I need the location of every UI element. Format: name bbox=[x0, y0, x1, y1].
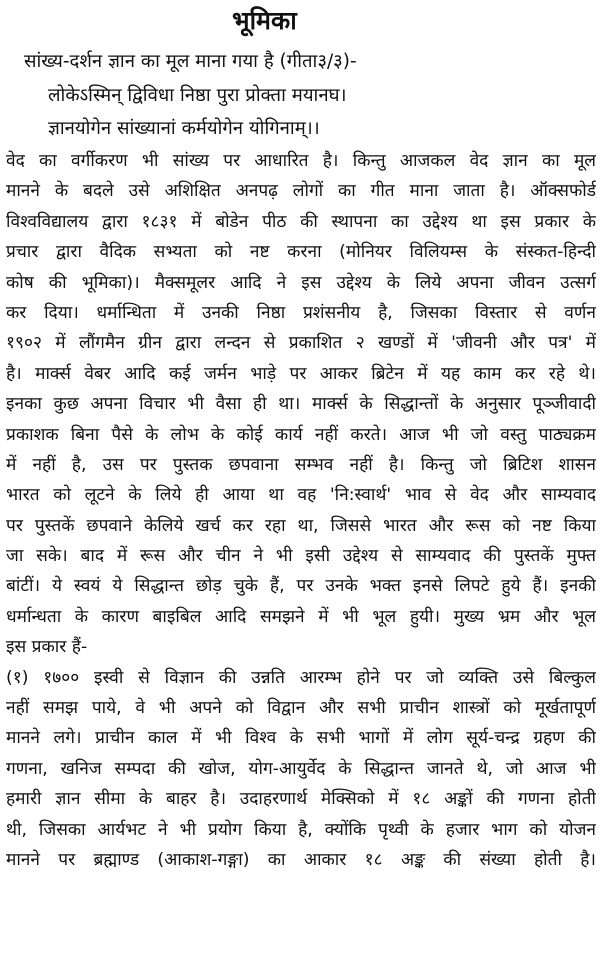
text-line: हमारी ज्ञान सीमा के बाहर है। उदाहरणार्थ मेक्सिको में १८ अङ्कों की गणना होती bbox=[6, 789, 596, 810]
text-line: प्रचार द्वारा वैदिक सभ्यता को नष्ट करना (मोनियर विलियम्स के संस्कत-हिन्दी bbox=[6, 242, 596, 263]
verse-line-1: लोकेऽस्मिन् द्विविधा निष्ठा पुरा प्रोक्ता मयानघ। bbox=[48, 85, 347, 106]
verse-line-2: ज्ञानयोगेन सांख्यानां कर्मयोगेन योगिनाम्।। bbox=[48, 118, 320, 139]
text-line: धर्मान्धता के कारण बाइबिल आदि समझने में भी भूल हुयी। मुख्य भ्रम और भूल bbox=[6, 606, 596, 627]
intro-line: सांख्य-दर्शन ज्ञान का मूल माना गया है (गीता३/३)- bbox=[24, 51, 357, 72]
text-line: विश्वविद्यालय द्वारा १८३१ में बोडेन पीठ की स्थापना का उद्देश्य था इस प्रकार के bbox=[6, 211, 596, 232]
text-line: है। मार्क्स वेबर आदि कई जर्मन भाड़े पर आकर ब्रिटेन में यह काम कर रहे थे। bbox=[6, 363, 596, 384]
text-line: में नहीं है, उस पर पुस्तक छपवाना सम्भव नहीं है। किन्तु जो ब्रिटिश शासन bbox=[6, 454, 596, 475]
body-text bbox=[6, 146, 596, 875]
text-line: वेद का वर्गीकरण भी सांख्य पर आधारित है। किन्तु आजकल वेद ज्ञान का मूल bbox=[6, 151, 596, 171]
text-line: मानने लगे। प्राचीन काल में भी विश्व के सभी भागों में लोग सूर्य-चन्द्र ग्रहण की bbox=[6, 728, 596, 749]
text-line: इस प्रकार हैं- bbox=[6, 637, 88, 658]
text-line: १९०२ में लौंगमैन ग्रीन द्वारा लन्दन से प्रकाशित २ खण्डों में 'जीवनी और पत्र' में bbox=[6, 333, 596, 354]
text-line: थी, जिसका आर्यभट ने भी प्रयोग किया है, क्योंकि पृथ्वी के हजार भाग को योजन bbox=[6, 819, 596, 840]
text-line: इनका कुछ अपना विचार भी वैसा ही था। मार्क्स के सिद्धान्तों के अनुसार पूञ्जीवादी bbox=[6, 394, 596, 415]
text-line: पर पुस्तकें छपवाने केलिये खर्च कर रहा था, जिससे भारत और रूस को नष्ट किया bbox=[6, 515, 596, 536]
text-line: मानने के बदले उसे अशिक्षित अनपढ़ लोगों का गीत माना जाता है। ऑक्सफोर्ड bbox=[6, 181, 596, 202]
text-line: कोष की भूमिका)। मैक्समूलर आदि ने इस उद्देश्य के लिये अपना जीवन उत्सर्ग bbox=[6, 272, 596, 293]
text-line: प्रकाशक बिना पैसे के लोभ के कोई कार्य नहीं करते। आज भी जो वस्तु पाठ्यक्रम bbox=[6, 424, 596, 445]
text-line: नहीं समझ पाये, वे भी अपने को विद्वान और सभी प्राचीन शास्त्रों को मूर्खतापूर्ण bbox=[6, 698, 596, 719]
text-line: भारत को लूटने के लिये ही आया था वह 'नि:स्वार्थ' भाव से वेद और साम्यवाद bbox=[6, 485, 596, 506]
text-line: मानने पर ब्रह्माण्ड (आकाश-गङ्गा) का आकार १८ अङ्क की संख्या होती है। bbox=[6, 849, 596, 870]
text-line: कर दिया। धर्मान्धिता में उनकी निष्ठा प्रशंसनीय है, जिसका विस्तार से वर्णन bbox=[6, 302, 596, 323]
text-line: गणना, खनिज सम्पदा की खोज, योग-आयुर्वेद के सिद्धान्त जानते थे, जो आज भी bbox=[6, 758, 596, 779]
text-line: (१) १७०० इस्वी से विज्ञान की उन्नति आरम्भ होने पर जो व्यक्ति उसे बिल्कुल bbox=[6, 667, 596, 688]
page-title: भूमिका bbox=[232, 6, 297, 35]
text-line: जा सके। बाद में रूस और चीन ने भी इसी उद्देश्य से साम्यवाद की पुस्तकें मुफ्त bbox=[6, 546, 596, 567]
text-line: बांटीं। ये स्वयं ये सिद्धान्त छोड़ चुके हैं, पर उनके भक्त इनसे लिपटे हुये हैं। इनकी bbox=[6, 576, 596, 597]
